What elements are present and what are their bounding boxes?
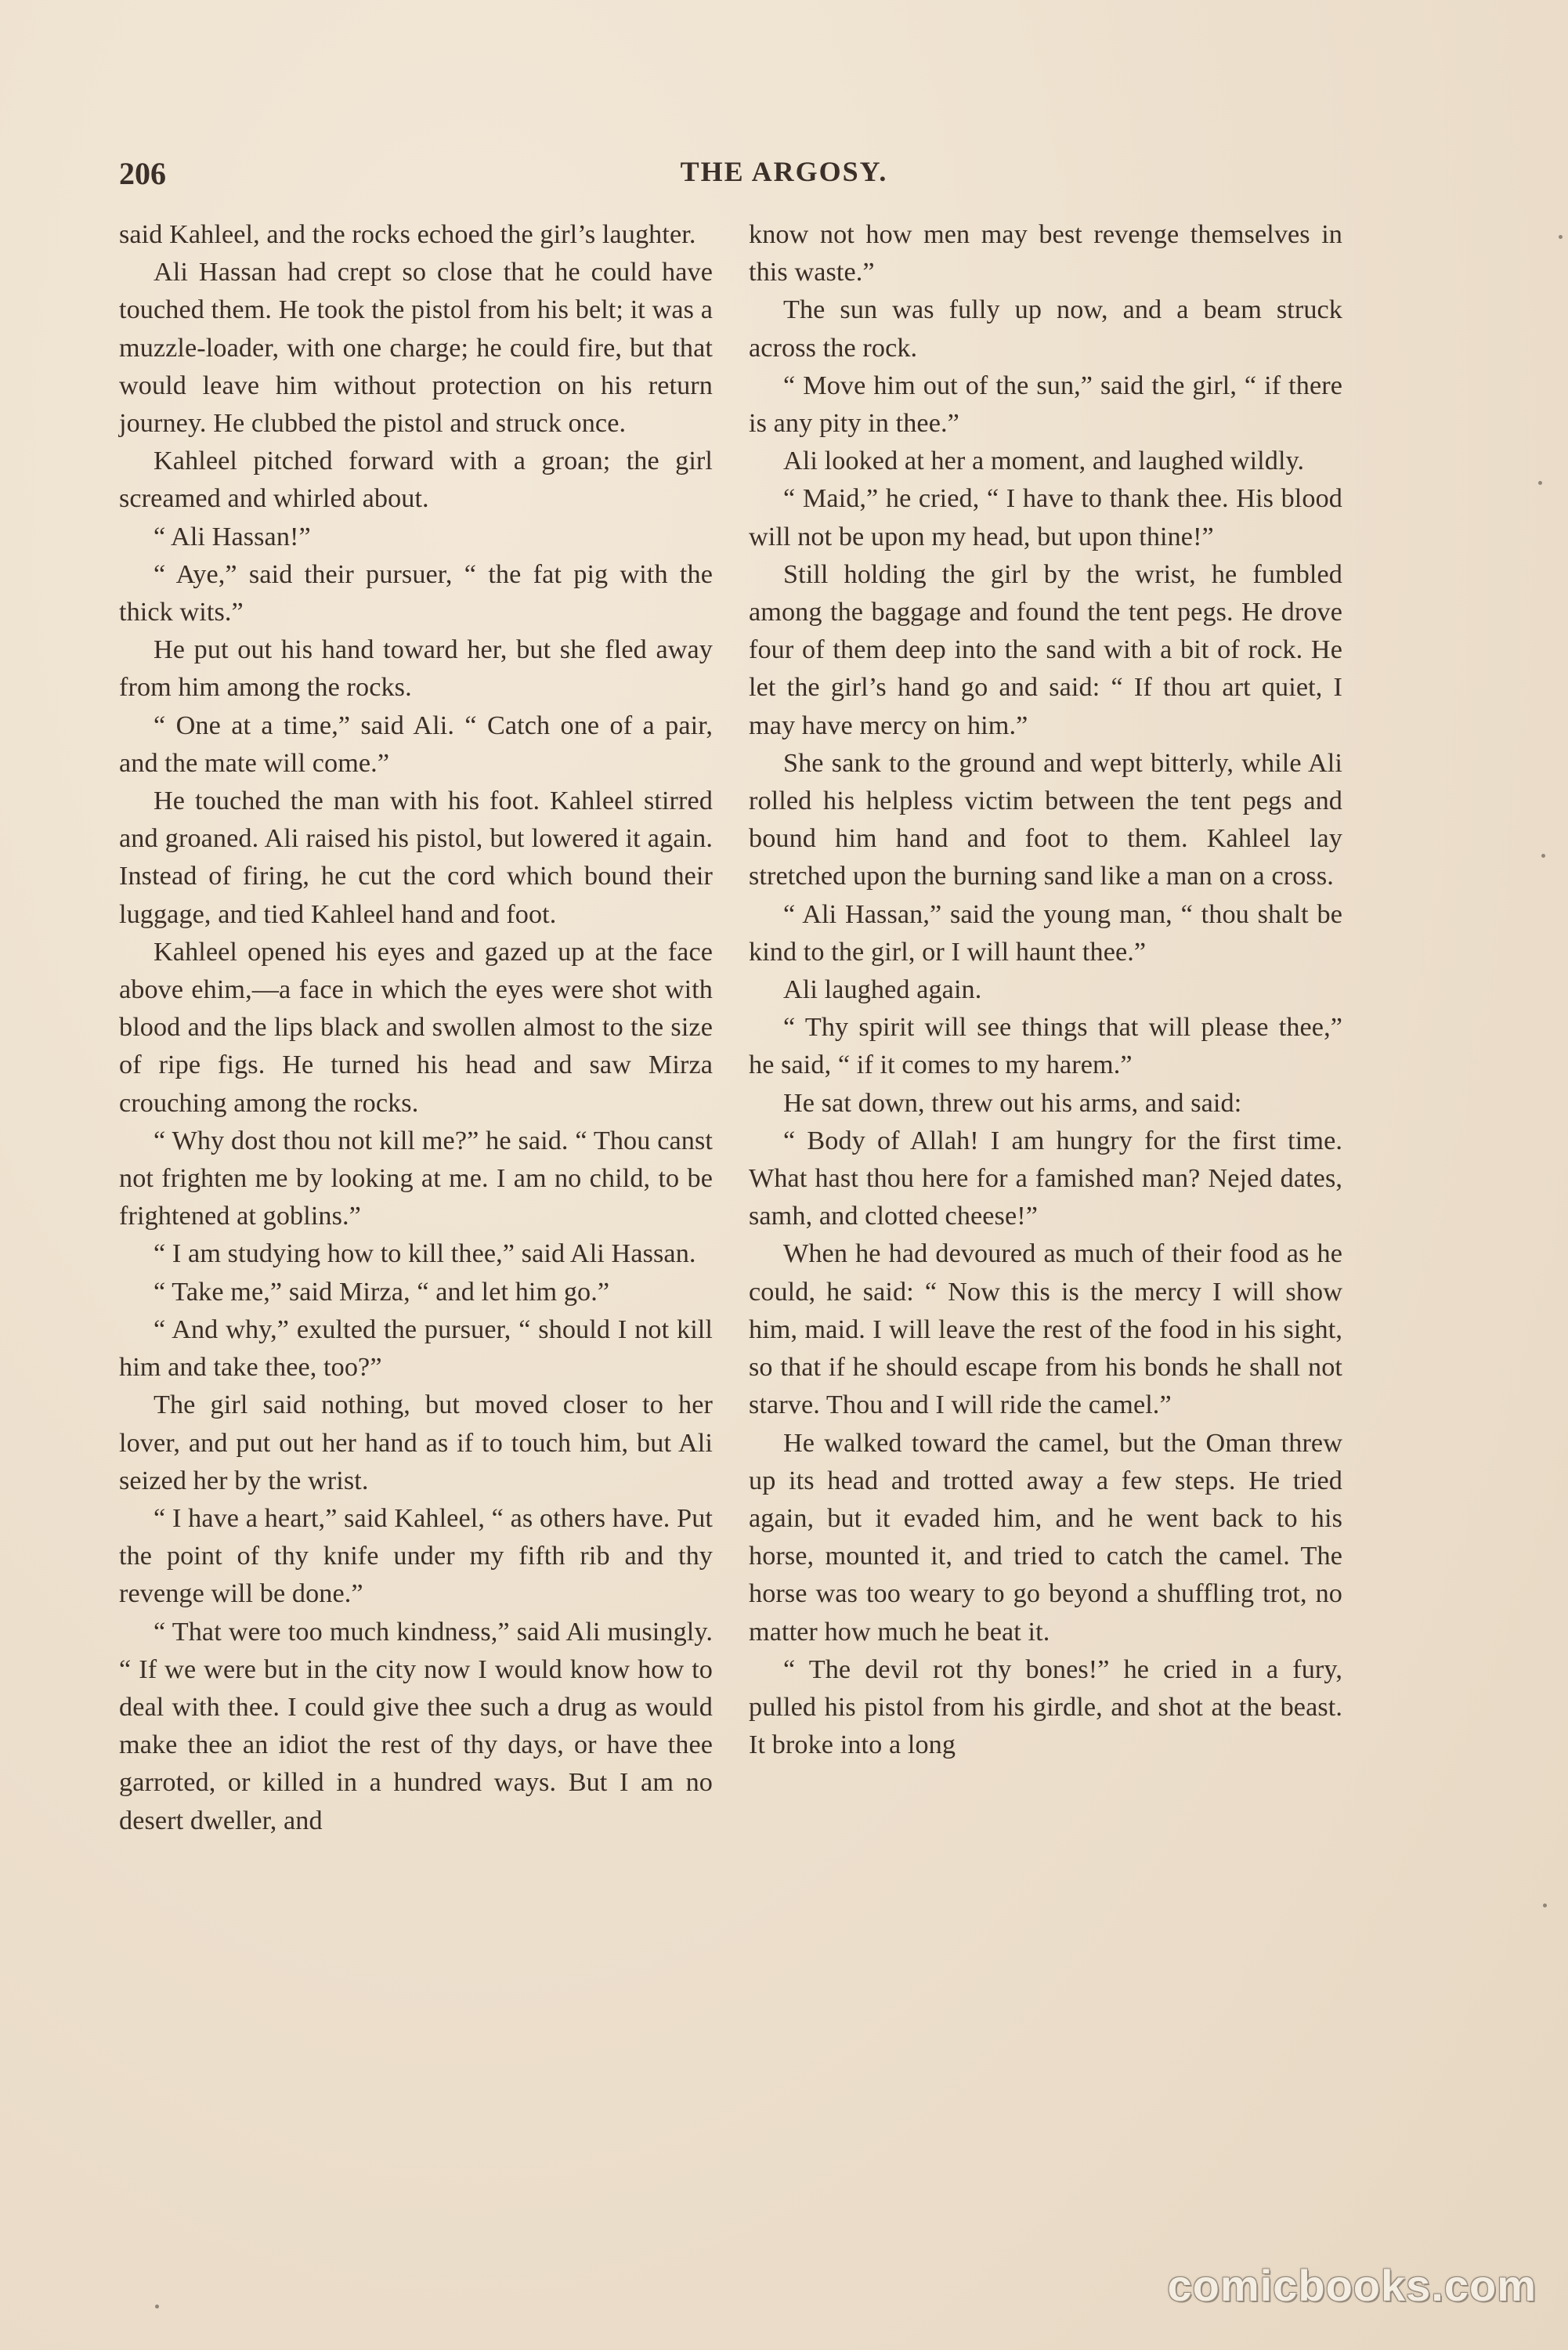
- paragraph: know not how men may best revenge themselves in this waste.”: [749, 220, 1342, 287]
- running-title: THE ARGOSY.: [680, 156, 888, 187]
- paragraph: “ Ali Hassan,” said the young man, “ thou shalt be kind to the girl, or I will haunt thee.”: [749, 899, 1342, 967]
- paragraph: He put out his hand toward her, but she fled away from him among the rocks.: [119, 635, 713, 703]
- paper-speck: [155, 2305, 159, 2308]
- paper-speck: [1541, 854, 1545, 858]
- watermark-logo: comicbooks.com: [1167, 2261, 1537, 2310]
- paragraph: “ The devil rot thy bones!” he cried in a fury, pulled his pistol from his girdle, and shot at the beast. It broke into a long: [749, 1654, 1342, 1760]
- paragraph: Ali Hassan had crept so close that he could have touched them. He took the pistol from his belt; it was a muzzle-loader, with one charge; he could fire, but that would leave him without protection on his return journey. He clubbed the pistol and struck once.: [119, 258, 713, 439]
- paragraph: He walked toward the camel, but the Oman threw up its head and trotted away a few steps. He tried again, but it evaded him, and he went back to his horse, mounted it, and tried to catch the camel. The horse was too weary to go beyond a shuffling trot, no matter how much he beat it.: [749, 1428, 1342, 1647]
- paragraph: Kahleel opened his eyes and gazed up at the face above ehim,—a face in which the eyes were shot with blood and the lips black and swollen almost to the size of ripe figs. He turned his head and saw Mirza crouching among the rocks.: [119, 937, 713, 1118]
- paragraph: “ And why,” exulted the pursuer, “ should I not kill him and take thee, too?”: [119, 1314, 713, 1383]
- left-column: [119, 216, 713, 1840]
- paragraph: “ One at a time,” said Ali. “ Catch one of a pair, and the mate will come.”: [119, 710, 713, 778]
- paragraph: When he had devoured as much of their food as he could, he said: “ Now this is the mercy I will show him, maid. I will leave the rest of the food in his sight, so that if he should escape from his bonds he shall not starve. Thou and I will ride the camel.”: [749, 1239, 1342, 1420]
- paragraph: “ Thy spirit will see things that will please thee,” he said, “ if it comes to my harem.”: [749, 1013, 1342, 1080]
- paragraph: said Kahleel, and the rocks echoed the girl’s laughter.: [119, 220, 696, 249]
- page-number: 206: [119, 156, 166, 191]
- paper-speck: [1538, 481, 1542, 485]
- paragraph: “ I have a heart,” said Kahleel, “ as others have. Put the point of thy knife under my fifth rib and thy revenge will be done.”: [119, 1503, 713, 1609]
- paragraph: “ Ali Hassan!”: [154, 522, 311, 551]
- paragraph: “ Aye,” said their pursuer, “ the fat pig with the thick wits.”: [119, 559, 713, 627]
- paragraph: “ Maid,” he cried, “ I have to thank thee. His blood will not be upon my head, but upon thine!”: [749, 484, 1342, 551]
- right-column: [749, 216, 1342, 1764]
- paragraph: Kahleel pitched forward with a groan; the girl screamed and whirled about.: [119, 446, 713, 514]
- paragraph: The sun was fully up now, and a beam struck across the rock.: [749, 295, 1342, 363]
- paragraph: “ Take me,” said Mirza, “ and let him go.”: [154, 1277, 610, 1307]
- paragraph: “ Why dost thou not kill me?” he said. “ Thou canst not frighten me by looking at me. I am no child, to be frightened at goblins.”: [119, 1126, 713, 1231]
- paragraph: Ali looked at her a moment, and laughed wildly.: [783, 446, 1305, 476]
- paragraph: “ Move him out of the sun,” said the girl, “ if there is any pity in thee.”: [749, 371, 1342, 439]
- paragraph: Ali laughed again.: [783, 975, 982, 1005]
- paragraph: The girl said nothing, but moved closer to her lover, and put out her hand as if to touch him, but Ali seized her by the wrist.: [119, 1390, 713, 1495]
- paragraph: “ Body of Allah! I am hungry for the first time. What hast thou here for a famished man? Nejed dates, samh, and clotted cheese!”: [749, 1126, 1342, 1231]
- paragraph: Still holding the girl by the wrist, he fumbled among the baggage and found the tent pegs. He drove four of them deep into the sand with a bit of rock. He let the girl’s hand go and said: “ If thou art quiet, I may have mercy on him.”: [749, 559, 1342, 740]
- paragraph: He touched the man with his foot. Kahleel stirred and groaned. Ali raised his pistol, but lowered it again. Instead of firing, he cut the cord which bound their luggage, and tied Kahleel hand and foot.: [119, 786, 713, 929]
- paper-speck: [1559, 235, 1563, 239]
- paragraph: She sank to the ground and wept bitterly, while Ali rolled his helpless victim between the tent pegs and bound him hand and foot to them. Kahleel lay stretched upon the burning sand like a man on a cross.: [749, 748, 1342, 891]
- paragraph: “ I am studying how to kill thee,” said Ali Hassan.: [154, 1239, 696, 1269]
- paper-speck: [1543, 1904, 1547, 1907]
- paragraph: “ That were too much kindness,” said Ali musingly. “ If we were but in the city now I would know how to deal with thee. I could give thee such a drug as would make thee an idiot the rest of thy days, or have thee garroted, or killed in a hundred ways. But I am no desert dweller, and: [119, 1617, 713, 1835]
- paragraph: He sat down, threw out his arms, and said:: [783, 1088, 1242, 1118]
